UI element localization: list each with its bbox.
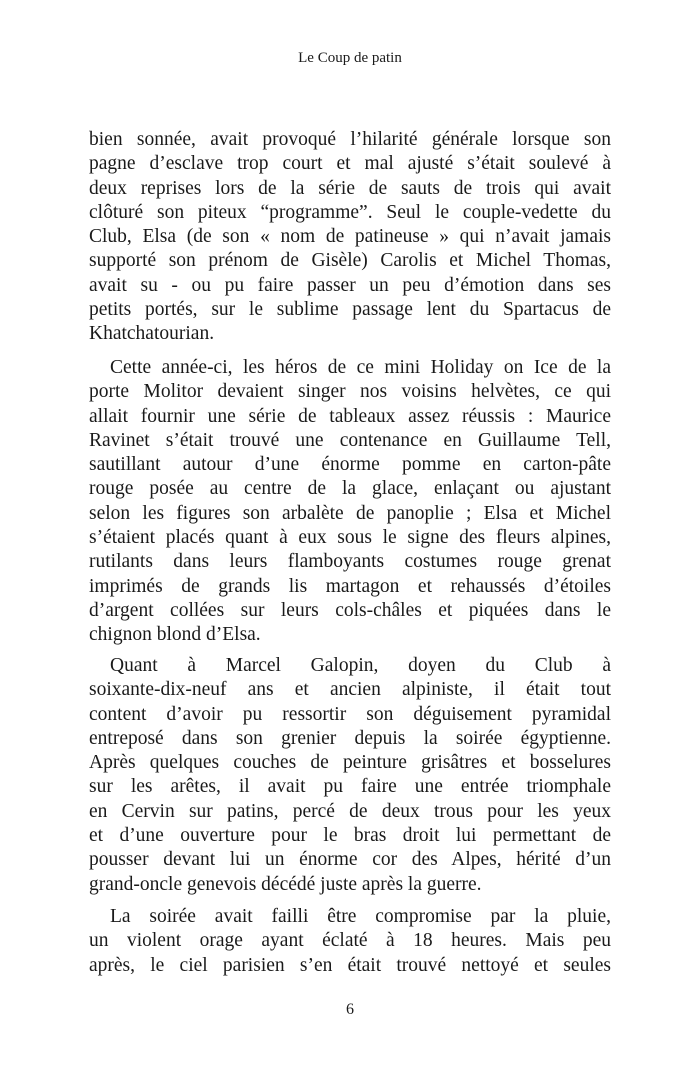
text-line: selon les figures son arbalète de panoplie ; Elsa et Michel xyxy=(89,502,611,524)
text-line: avait su - ou pu faire passer un peu d’émotion dans ses xyxy=(89,274,611,296)
text-line: d’argent collées sur leurs cols-châles et piquées dans le xyxy=(89,599,611,621)
text-line: bien sonnée, avait provoqué l’hilarité générale lorsque son xyxy=(89,129,611,150)
text-line: grand-oncle genevois décédé juste après la guerre. xyxy=(89,873,482,895)
running-header: Le Coup de patin xyxy=(298,50,402,66)
text-line: content d’avoir pu ressortir son déguisement pyramidal xyxy=(89,703,611,725)
text-line: pagne d’esclave trop court et mal ajusté s’était soulevé à xyxy=(89,153,611,175)
text-line: pousser devant lui un énorme cor des Alpes, hérité d’un xyxy=(89,849,611,871)
text-line: deux reprises lors de la série de sauts de trois qui avait xyxy=(89,177,611,199)
text-line: La soirée avait failli être compromise par la pluie, xyxy=(110,906,611,927)
text-line: supporté son prénom de Gisèle) Carolis et Michel Thomas, xyxy=(89,250,611,272)
text-line: sautillant autour d’une énorme pomme en carton-pâte xyxy=(89,454,611,476)
text-line: soixante-dix-neuf ans et ancien alpiniste, il était tout xyxy=(89,679,611,701)
text-line: entreposé dans son grenier depuis la soirée égyptienne. xyxy=(89,727,611,749)
text-line: Ravinet s’était trouvé une contenance en Guillaume Tell, xyxy=(89,429,611,451)
text-line: porte Molitor devaient singer nos voisins helvètes, ce qui xyxy=(89,381,611,403)
text-line: rouge posée au centre de la glace, enlaçant ou ajustant xyxy=(89,478,611,500)
paragraph xyxy=(89,356,611,648)
text-line: après, le ciel parisien s’en était trouvé nettoyé et seules xyxy=(89,954,611,976)
text-line: s’étaient placés quant à eux sous le signe des fleurs alpines, xyxy=(89,527,611,549)
text-line: Quant à Marcel Galopin, doyen du Club à xyxy=(110,655,611,676)
text-line: rutilants dans leurs flamboyants costumes rouge grenat xyxy=(89,551,611,573)
text-line: clôturé son piteux “programme”. Seul le couple-vedette du xyxy=(89,201,611,223)
text-line: en Cervin sur patins, percé de deux trous pour les yeux xyxy=(89,800,611,822)
text-line: imprimés de grands lis martagon et rehaussés d’étoiles xyxy=(89,575,611,597)
text-line: Club, Elsa (de son « nom de patineuse » qui n’avait jamais xyxy=(89,226,611,248)
text-line: Khatchatourian. xyxy=(89,323,215,345)
paragraph xyxy=(89,654,611,897)
paragraph xyxy=(89,905,611,978)
text-line: Après quelques couches de peinture grisâtres et bosselures xyxy=(89,752,611,774)
text-line: sur les arêtes, il avait pu faire une entrée triomphale xyxy=(89,776,611,798)
text-line: chignon blond d’Elsa. xyxy=(89,624,261,646)
text-line: petits portés, sur le sublime passage lent du Spartacus de xyxy=(89,299,611,321)
text-line: un violent orage ayant éclaté à 18 heures. Mais peu xyxy=(89,930,611,952)
page-number: 6 xyxy=(346,1001,354,1018)
text-line: allait fournir une série de tableaux assez réussis : Maurice xyxy=(89,405,611,427)
text-line: Cette année-ci, les héros de ce mini Holiday on Ice de la xyxy=(110,357,611,378)
text-line: et d’une ouverture pour le bras droit lui permettant de xyxy=(89,825,611,847)
paragraph xyxy=(89,128,611,347)
